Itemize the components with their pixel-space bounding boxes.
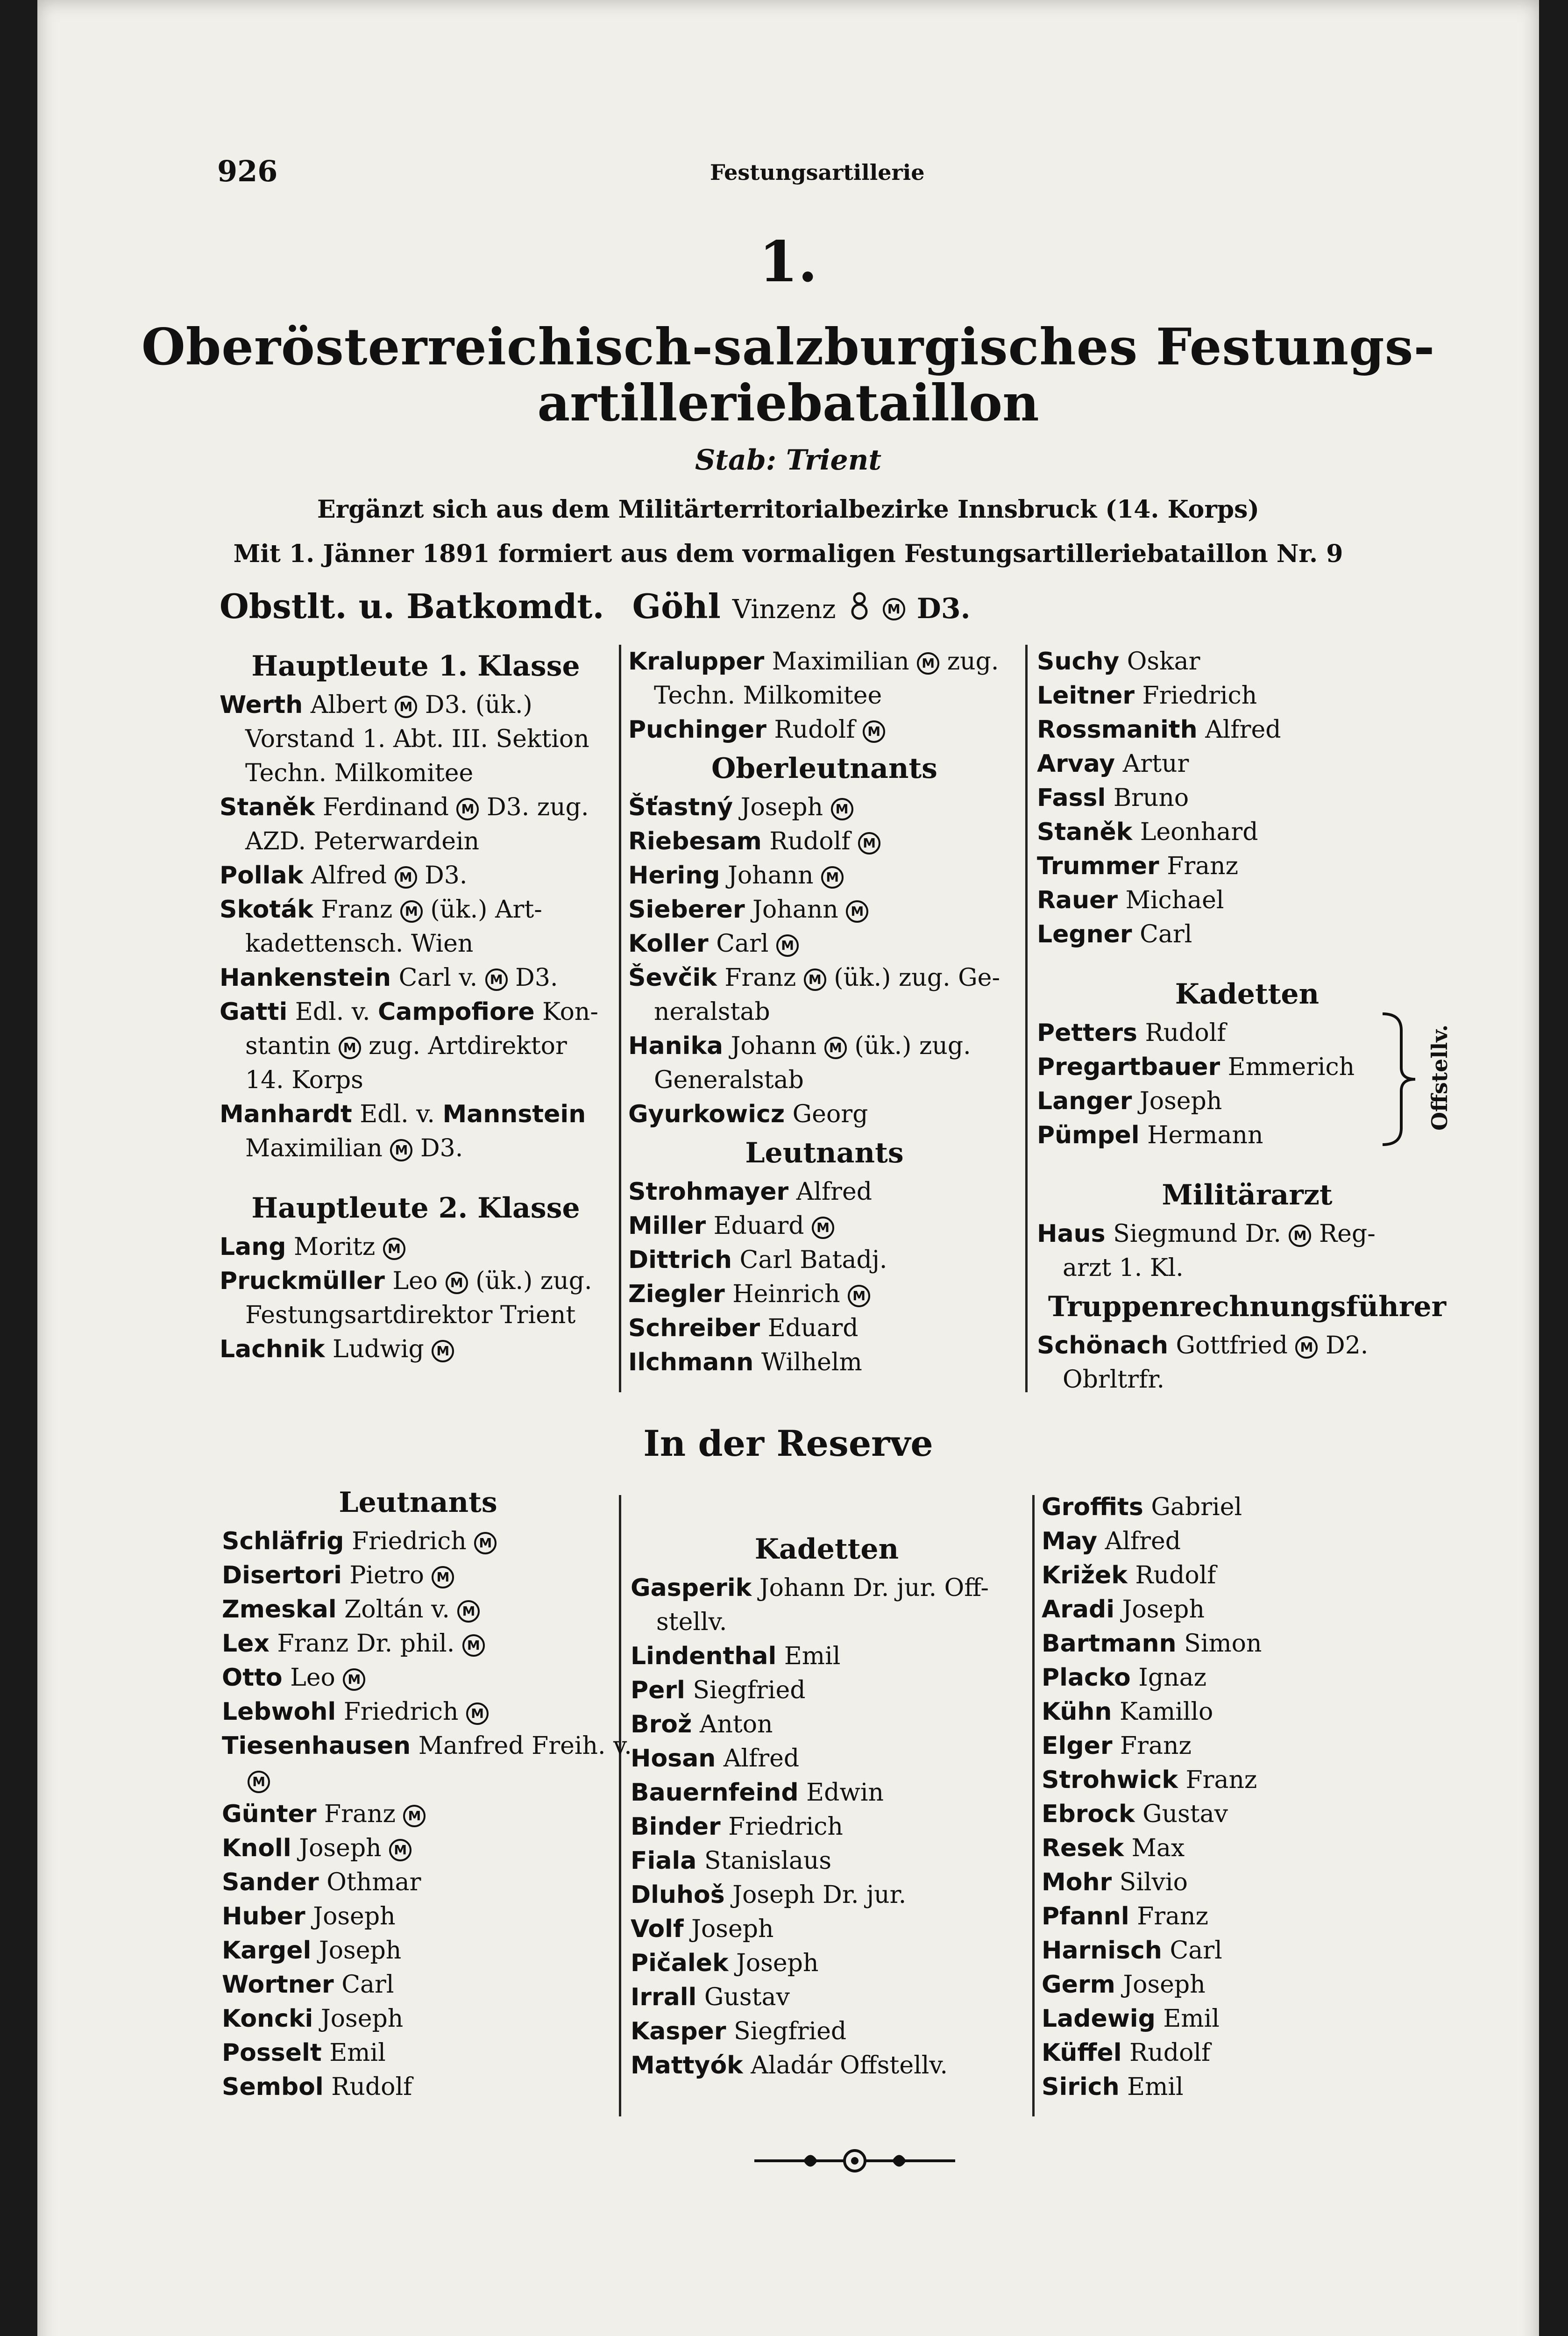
reserve-divider-2: [1032, 1495, 1035, 2116]
merit-medal-icon: M: [485, 969, 508, 991]
list-item: Sirich Emil: [1042, 2073, 1184, 2101]
heading-oberleutnants: Oberleutnants: [711, 752, 937, 785]
merit-medal-icon: M: [1289, 1225, 1311, 1247]
list-item: Arvay Artur: [1037, 750, 1189, 778]
list-item: Binder Friedrich: [631, 1813, 843, 1841]
list-item: Miller Eduard M: [628, 1209, 1021, 1243]
merit-medal-icon: M: [432, 1566, 454, 1588]
brace-label: Offstellv.: [1427, 1024, 1452, 1131]
list-item: Kasper Siegfried: [631, 2017, 847, 2045]
merit-medal-icon: M: [432, 1340, 454, 1362]
order-cross-icon: [848, 589, 871, 630]
merit-medal-icon: M: [395, 696, 417, 718]
list-item: Huber Joseph: [222, 1902, 396, 1930]
list-item: Otto Leo M: [222, 1661, 614, 1695]
list-item: Strohmayer Alfred: [628, 1178, 873, 1206]
list-item: Kargel Joseph: [222, 1937, 402, 1965]
merit-medal-icon: M: [456, 798, 479, 820]
list-item-continuation: 14. Korps: [245, 1066, 363, 1094]
list-item: Sieberer Johann M: [628, 893, 1021, 927]
list-item-continuation: Obrltrfr.: [1063, 1366, 1165, 1394]
commander-line: [220, 586, 970, 630]
list-item: Pfannl Franz: [1042, 1902, 1209, 1930]
column-divider-1: [619, 645, 621, 1392]
list-item: Brož Anton: [631, 1710, 773, 1738]
list-item: Langer Joseph: [1037, 1087, 1222, 1115]
merit-medal-icon: M: [848, 1285, 870, 1307]
list-item: Gatti Edl. v. Campofiore Kon-: [220, 998, 598, 1026]
list-item: Irrall Gustav: [631, 1983, 790, 2011]
merit-medal-icon: M: [474, 1532, 497, 1554]
list-item: Lang Moritz M: [220, 1230, 612, 1264]
list-item: Günter Franz M: [222, 1797, 614, 1831]
list-item: Sembol Rudolf: [222, 2073, 412, 2101]
list-item: Schönach Gottfried M D2.: [1037, 1332, 1369, 1360]
heading-hauptleute-1: Hauptleute 1. Klasse: [251, 650, 580, 683]
list-item: Gasperik Johann Dr. jur. Off-: [631, 1574, 989, 1602]
list-item: Zmeskal Zoltán v. M: [222, 1593, 614, 1627]
list-item: Gyurkowicz Georg: [628, 1100, 868, 1128]
officers-column-1: [220, 645, 612, 1367]
list-item: Groffits Gabriel: [1042, 1493, 1242, 1521]
list-item: Koncki Joseph: [222, 2005, 404, 2033]
merit-medal-icon: M: [812, 1217, 834, 1239]
list-item: Resek Max: [1042, 1834, 1185, 1862]
list-item: Posselt Emil: [222, 2039, 386, 2067]
list-item: Križek Rudolf: [1042, 1561, 1216, 1589]
list-item: Schläfrig Friedrich M: [222, 1524, 614, 1559]
officers-column-2: [628, 645, 1021, 1380]
list-item: Hering Johann M: [628, 859, 1021, 893]
list-item: Fiala Stanislaus: [631, 1847, 832, 1875]
list-item: Hanika Johann M (ük.) zug.: [628, 1032, 971, 1060]
merit-medal-icon: M: [858, 832, 880, 855]
list-item: Tiesenhausen Manfred Freih. v.: [222, 1732, 632, 1760]
list-item: Skoták Franz M (ük.) Art-: [220, 896, 542, 924]
merit-medal-icon: M: [403, 1805, 426, 1827]
commander-surname: Göhl: [632, 586, 721, 626]
reserve-column-1: [222, 1481, 632, 2104]
list-item: Sander Othmar: [222, 1868, 421, 1896]
reserve-divider-1: [619, 1495, 621, 2116]
merit-medal-icon: M: [343, 1668, 365, 1691]
heading-militaerarzt: Militärarzt: [1162, 1179, 1333, 1211]
list-item: Puchinger Rudolf M: [628, 713, 1021, 747]
heading-hauptleute-2: Hauptleute 2. Klasse: [251, 1192, 580, 1225]
merit-medal-icon: M: [1295, 1336, 1318, 1359]
list-item: Wortner Carl: [222, 1971, 394, 1999]
list-item: May Alfred: [1042, 1527, 1181, 1555]
merit-medal-icon: M: [390, 1139, 412, 1161]
list-item: Lebwohl Friedrich M: [222, 1695, 614, 1729]
merit-medal-icon: M: [339, 1037, 361, 1059]
list-item-continuation: stantin M zug. Artdirektor: [245, 1032, 567, 1060]
list-item: Ebrock Gustav: [1042, 1800, 1228, 1828]
column-divider-2: [1025, 645, 1028, 1392]
title-line-1: Oberösterreichisch-salzburgisches Festungs-: [141, 318, 1435, 377]
list-item: Bauernfeind Edwin: [631, 1779, 884, 1807]
heading-leutnants: Leutnants: [745, 1137, 904, 1169]
brace: [1373, 1011, 1429, 1147]
list-item: Lachnik Ludwig M: [220, 1332, 612, 1367]
list-item: Staněk Leonhard: [1037, 818, 1258, 846]
list-item-continuation: kadettensch. Wien: [245, 930, 474, 958]
merit-medal-icon: M: [846, 900, 868, 923]
list-item: Perl Siegfried: [631, 1676, 806, 1704]
list-item-continuation: Generalstab: [654, 1066, 804, 1094]
list-item: Elger Franz: [1042, 1732, 1192, 1760]
list-item-continuation: Maximilian M D3.: [245, 1134, 463, 1162]
list-item: Pruckmüller Leo M (ük.) zug.: [220, 1267, 592, 1295]
list-item: Dluhoš Joseph Dr. jur.: [631, 1881, 907, 1909]
list-item: Rossmanith Alfred: [1037, 716, 1281, 744]
list-item: Riebesam Rudolf M: [628, 825, 1021, 859]
heading-truppenrechnungsfuehrer: Truppenrechnungsführer: [1048, 1290, 1447, 1323]
list-item: Rauer Michael: [1037, 886, 1224, 914]
ornament-divider: [752, 2144, 958, 2177]
list-item: Ilchmann Wilhelm: [628, 1348, 862, 1376]
list-item: Koller Carl M: [628, 927, 1021, 961]
list-item: Lindenthal Emil: [631, 1642, 841, 1670]
list-item-continuation: neralstab: [654, 998, 770, 1026]
list-item: Ziegler Heinrich M: [628, 1277, 1021, 1311]
list-item: Lex Franz Dr. phil. M: [222, 1627, 614, 1661]
merit-medal-icon: M: [917, 652, 939, 675]
list-item: Mohr Silvio: [1042, 1868, 1188, 1896]
list-item-continuation: Vorstand 1. Abt. III. Sektion: [245, 725, 589, 753]
list-item: Werth Albert M D3. (ük.): [220, 691, 532, 719]
heading-kadetten: Kadetten: [1175, 978, 1320, 1011]
list-item: Bartmann Simon: [1042, 1630, 1262, 1658]
list-item: Ladewig Emil: [1042, 2005, 1220, 2033]
list-item: Petters Rudolf: [1037, 1019, 1226, 1047]
list-item: stellv.: [656, 1608, 727, 1636]
list-item: Staněk Ferdinand M D3. zug.: [220, 793, 589, 821]
list-item-continuation: Techn. Milkomitee: [245, 759, 474, 787]
merit-medal-icon: M: [395, 866, 417, 889]
list-item: Knoll Joseph M: [222, 1831, 614, 1866]
list-item: Aradi Joseph: [1042, 1595, 1205, 1624]
merit-medal-icon: M: [804, 969, 826, 991]
running-title: Festungsartillerie: [710, 160, 925, 185]
list-item-continuation: Festungsartdirektor Trient: [245, 1301, 576, 1329]
list-item: Hankenstein Carl v. M D3.: [220, 964, 558, 992]
heading-reserve-kadetten: Kadetten: [754, 1533, 899, 1566]
reserve-column-3: [1042, 1490, 1434, 2104]
list-item: Mattyók Aladár Offstellv.: [631, 2051, 948, 2080]
list-item: Leitner Friedrich: [1037, 682, 1257, 710]
list-item: Placko Ignaz: [1042, 1664, 1207, 1692]
commander-decoration: D3.: [916, 592, 971, 625]
list-item: Strohwick Franz: [1042, 1766, 1257, 1794]
merit-medal-icon: M: [457, 1600, 480, 1623]
list-item: Schreiber Eduard: [628, 1314, 858, 1342]
commander-first: Vinzenz: [732, 594, 836, 625]
section-number: 1.: [759, 229, 818, 295]
list-item: Haus Siegmund Dr. M Reg-: [1037, 1220, 1376, 1248]
list-item: Pollak Alfred M D3.: [220, 862, 468, 890]
merit-medal-icon: M: [863, 720, 885, 743]
list-item: Legner Carl: [1037, 920, 1192, 948]
list-item: Kühn Kamillo: [1042, 1698, 1213, 1726]
list-item-continuation: arzt 1. Kl.: [1063, 1254, 1184, 1282]
merit-medal-icon: M: [462, 1634, 485, 1657]
list-item-continuation: Techn. Milkomitee: [654, 682, 882, 710]
merit-medal-icon: M: [248, 1771, 270, 1793]
list-item: Šťastný Joseph M: [628, 791, 1021, 825]
list-item: Pregartbauer Emmerich: [1037, 1053, 1355, 1081]
merit-medal-icon: M: [824, 1037, 847, 1059]
title-line-2: artilleriebataillon: [537, 374, 1039, 433]
reserve-title: In der Reserve: [643, 1423, 933, 1464]
list-item: Trummer Franz: [1037, 852, 1239, 880]
stab-location: Stab: Trient: [695, 444, 882, 477]
list-item: Manhardt Edl. v. Mannstein: [220, 1100, 586, 1128]
list-item: Germ Joseph: [1042, 1971, 1206, 1999]
commander-rank: Obstlt. u. Batkomdt.: [220, 586, 604, 626]
list-item: [222, 1763, 614, 1797]
list-item-continuation: AZD. Peterwardein: [245, 827, 480, 855]
merit-medal-icon: M: [883, 598, 905, 620]
merit-medal-icon: M: [821, 866, 844, 889]
merit-medal-icon: M: [389, 1839, 412, 1861]
list-item: Hosan Alfred: [631, 1745, 800, 1773]
list-item: Fassl Bruno: [1037, 784, 1189, 812]
merit-medal-icon: M: [446, 1272, 468, 1294]
list-item: Ševčik Franz M (ük.) zug. Ge-: [628, 964, 1000, 992]
list-item: Volf Joseph: [631, 1915, 774, 1943]
list-item: Disertori Pietro M: [222, 1559, 614, 1593]
merit-medal-icon: M: [383, 1238, 405, 1260]
list-item: Dittrich Carl Batadj.: [628, 1246, 887, 1274]
list-item: Suchy Oskar: [1037, 648, 1200, 676]
merit-medal-icon: M: [831, 798, 853, 820]
merit-medal-icon: M: [400, 900, 423, 923]
heading-reserve-leutnants: Leutnants: [339, 1486, 497, 1519]
merit-medal-icon: M: [466, 1702, 489, 1725]
info-line-1: Ergänzt sich aus dem Militärterritorialbezirke Innsbruck (14. Korps): [317, 495, 1259, 524]
list-item: Harnisch Carl: [1042, 1937, 1222, 1965]
list-item: Pičalek Joseph: [631, 1949, 819, 1977]
document-page: [37, 0, 1539, 2336]
info-line-2: Mit 1. Jänner 1891 formiert aus dem vormaligen Festungsartilleriebataillon Nr. 9: [233, 540, 1343, 568]
merit-medal-icon: M: [776, 934, 799, 957]
page-number: 926: [217, 154, 278, 188]
list-item: Pümpel Hermann: [1037, 1121, 1263, 1149]
list-item: Kralupper Maximilian M zug.: [628, 648, 999, 676]
list-item: Küffel Rudolf: [1042, 2039, 1211, 2067]
reserve-column-2: [631, 1528, 1023, 2083]
